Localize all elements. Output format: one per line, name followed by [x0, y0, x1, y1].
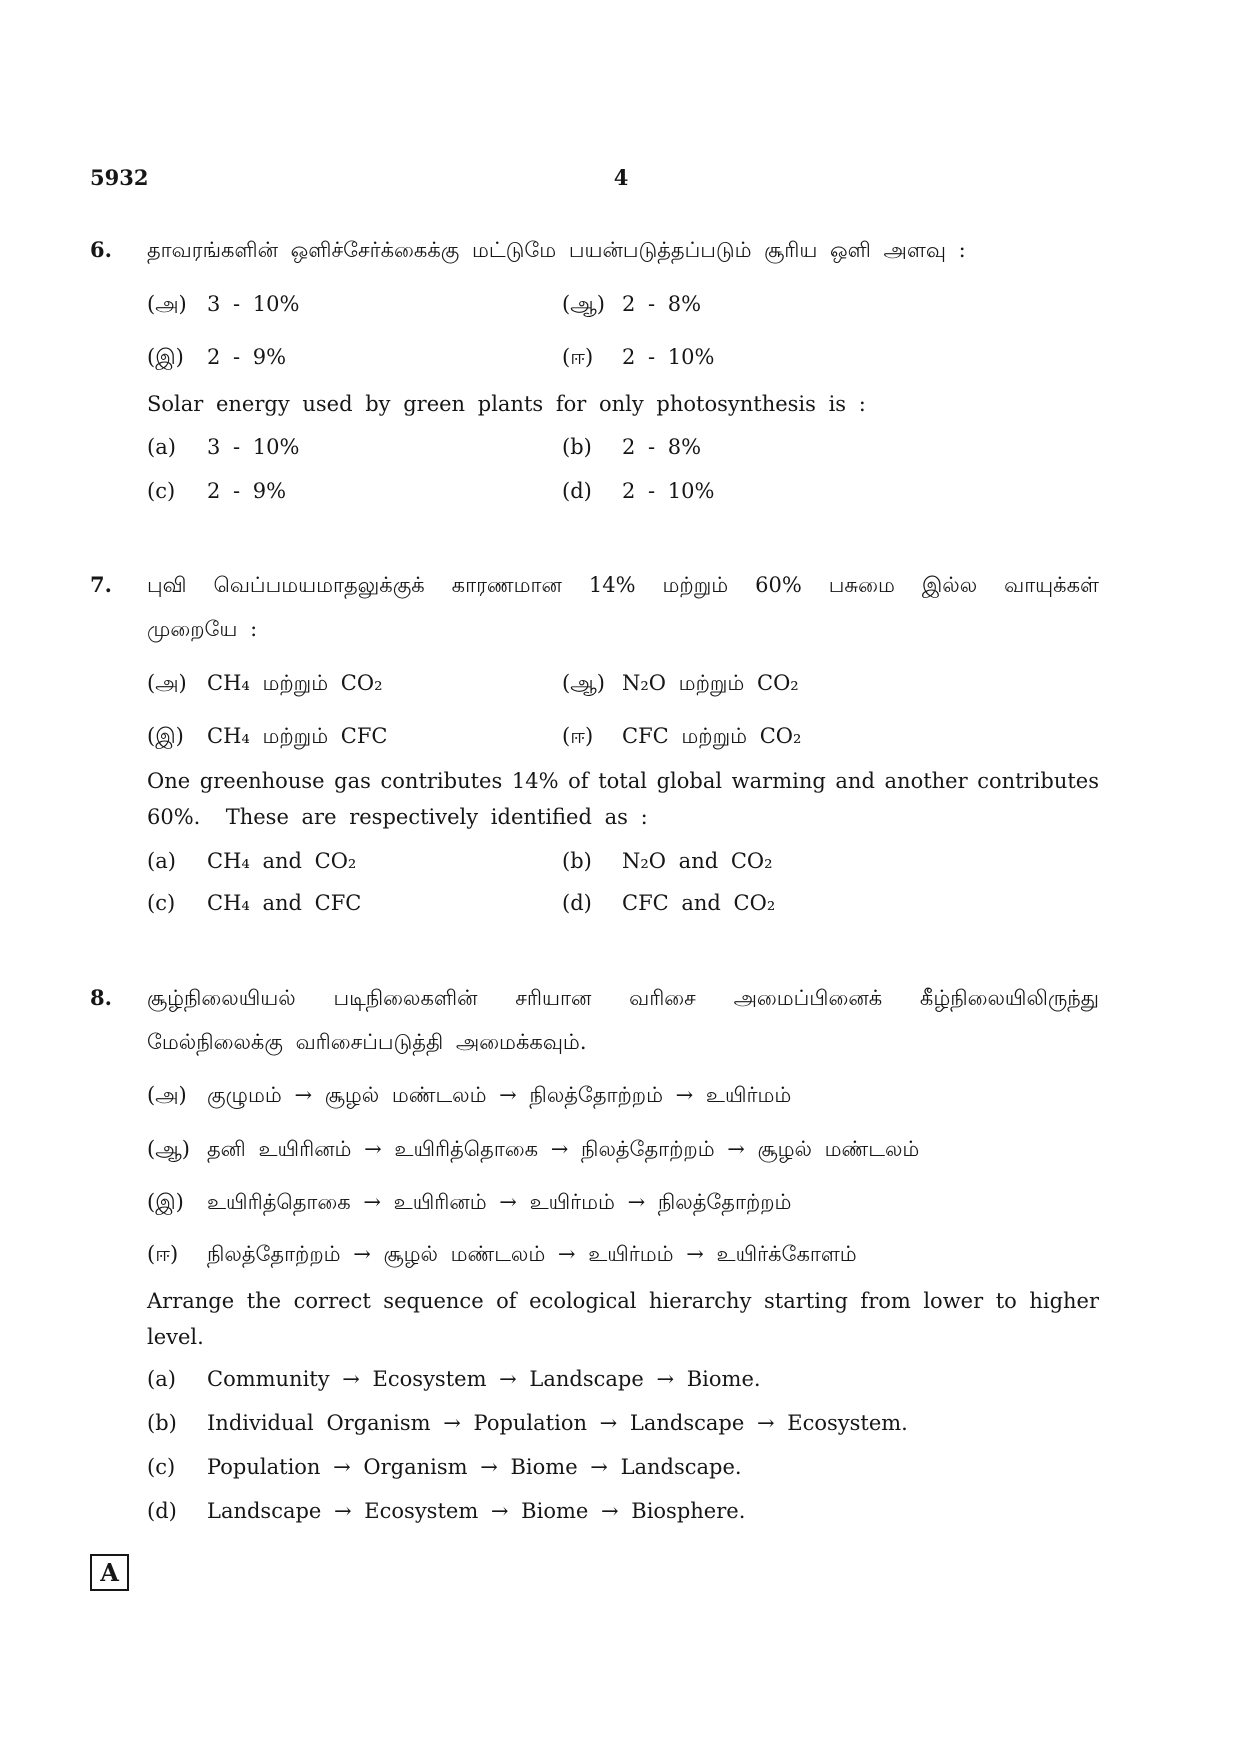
option-label: (d) [562, 891, 592, 915]
series-box: A [90, 1554, 129, 1591]
option-text: குழுமம் → சூழல் மண்டலம் → நிலத்தோற்றம் → உயிர்மம் [207, 1083, 792, 1107]
option-text: உயிரித்தொகை → உயிரினம் → உயிர்மம் → நிலத்தோற்றம் [207, 1190, 792, 1214]
option-text: தனி உயிரினம் → உயிரித்தொகை → நிலத்தோற்றம் → சூழல் மண்டலம் [207, 1137, 920, 1161]
option-text: 2 - 10% [622, 345, 715, 369]
english-stem-line: level. [147, 1325, 204, 1349]
option-text: CH₄ மற்றும் CFC [207, 724, 388, 748]
option-text: 2 - 8% [622, 435, 702, 459]
english-option-d [562, 891, 775, 915]
english-stem-line: Arrange the correct sequence of ecological hierarchy starting from lower to higher [147, 1289, 1099, 1313]
option-label: (b) [147, 1411, 177, 1435]
option-label: (ஆ) [562, 292, 605, 316]
option-label: (b) [562, 849, 592, 873]
option-label: (c) [147, 1455, 176, 1479]
option-text: 3 - 10% [207, 435, 300, 459]
option-label: (அ) [147, 1083, 187, 1107]
option-label: (ஈ) [147, 1242, 179, 1266]
option-label: (ஆ) [562, 671, 605, 695]
option-label: (a) [147, 849, 176, 873]
tamil-option-2 [562, 292, 701, 316]
option-label: (இ) [147, 1190, 184, 1214]
option-label: (d) [562, 479, 592, 503]
english-option-a [147, 435, 299, 459]
english-option-b [147, 1411, 908, 1435]
tamil-option-3 [147, 1190, 791, 1214]
tamil-option-3 [147, 345, 286, 369]
tamil-option-4 [562, 345, 714, 369]
english-option-b [562, 849, 773, 873]
option-text: Landscape → Ecosystem → Biome → Biosphere. [207, 1499, 746, 1523]
option-label: (இ) [147, 724, 184, 748]
question-number: 6. [90, 237, 112, 262]
english-stem-line: One greenhouse gas contributes 14% of total global warming and another contributes [147, 769, 1099, 793]
tamil-option-2 [147, 1137, 919, 1161]
option-text: நிலத்தோற்றம் → சூழல் மண்டலம் → உயிர்மம் → உயிர்க்கோளம் [207, 1242, 857, 1266]
option-label: (இ) [147, 345, 184, 369]
english-option-c [147, 1455, 742, 1479]
english-option-c [147, 891, 361, 915]
english-option-b [562, 435, 701, 459]
tamil-option-3 [147, 724, 388, 748]
tamil-stem-line: புவி வெப்பமயமாதலுக்குக் காரணமான 14% மற்றும் 60% பசுமை இல்ல வாயுக்கள் [147, 573, 1099, 597]
option-label: (d) [147, 1499, 177, 1523]
option-text: Population → Organism → Biome → Landscape. [207, 1455, 742, 1479]
paper-code: 5932 [90, 165, 149, 190]
option-text: CFC and CO₂ [622, 891, 776, 915]
option-text: 2 - 9% [207, 345, 287, 369]
tamil-option-1 [147, 1083, 791, 1107]
tamil-option-4 [562, 724, 801, 748]
option-text: Community → Ecosystem → Landscape → Biome. [207, 1367, 761, 1391]
english-stem-line: Solar energy used by green plants for only photosynthesis is : [147, 392, 866, 416]
english-option-a [147, 849, 356, 873]
option-text: N₂O மற்றும் CO₂ [622, 671, 799, 695]
tamil-stem-line: முறையே : [147, 617, 258, 641]
option-label: (c) [147, 479, 176, 503]
option-label: (ஆ) [147, 1137, 190, 1161]
option-text: CH₄ and CO₂ [207, 849, 357, 873]
option-label: (a) [147, 1367, 176, 1391]
option-label: (அ) [147, 292, 187, 316]
option-label: (c) [147, 891, 176, 915]
tamil-option-1 [147, 292, 299, 316]
english-option-d [147, 1499, 745, 1523]
question-number: 7. [90, 572, 112, 597]
page-number: 4 [613, 165, 629, 190]
english-option-c [147, 479, 286, 503]
tamil-option-1 [147, 671, 383, 695]
option-label: (அ) [147, 671, 187, 695]
tamil-stem-line: மேல்நிலைக்கு வரிசைப்படுத்தி அமைக்கவும். [147, 1030, 587, 1054]
option-label: (ஈ) [562, 345, 594, 369]
option-label: (ஈ) [562, 724, 594, 748]
tamil-stem-line: சூழ்நிலையியல் படிநிலைகளின் சரியான வரிசை அமைப்பினைக் கீழ்நிலையிலிருந்து [147, 986, 1099, 1010]
option-text: CFC மற்றும் CO₂ [622, 724, 802, 748]
option-text: 2 - 9% [207, 479, 287, 503]
tamil-option-4 [147, 1242, 857, 1266]
option-text: CH₄ மற்றும் CO₂ [207, 671, 383, 695]
option-label: (a) [147, 435, 176, 459]
tamil-option-2 [562, 671, 799, 695]
option-text: 3 - 10% [207, 292, 300, 316]
english-option-d [562, 479, 714, 503]
english-stem-line: 60%. These are respectively identified as : [147, 805, 648, 829]
option-text: 2 - 8% [622, 292, 702, 316]
english-option-a [147, 1367, 761, 1391]
option-label: (b) [562, 435, 592, 459]
option-text: N₂O and CO₂ [622, 849, 773, 873]
option-text: 2 - 10% [622, 479, 715, 503]
option-text: Individual Organism → Population → Landscape → Ecosystem. [207, 1411, 908, 1435]
tamil-stem-line: தாவரங்களின் ஒளிச்சேர்க்கைக்கு மட்டுமே பயன்படுத்தப்படும் சூரிய ஒளி அளவு : [147, 238, 966, 262]
option-text: CH₄ and CFC [207, 891, 362, 915]
question-number: 8. [90, 985, 112, 1010]
